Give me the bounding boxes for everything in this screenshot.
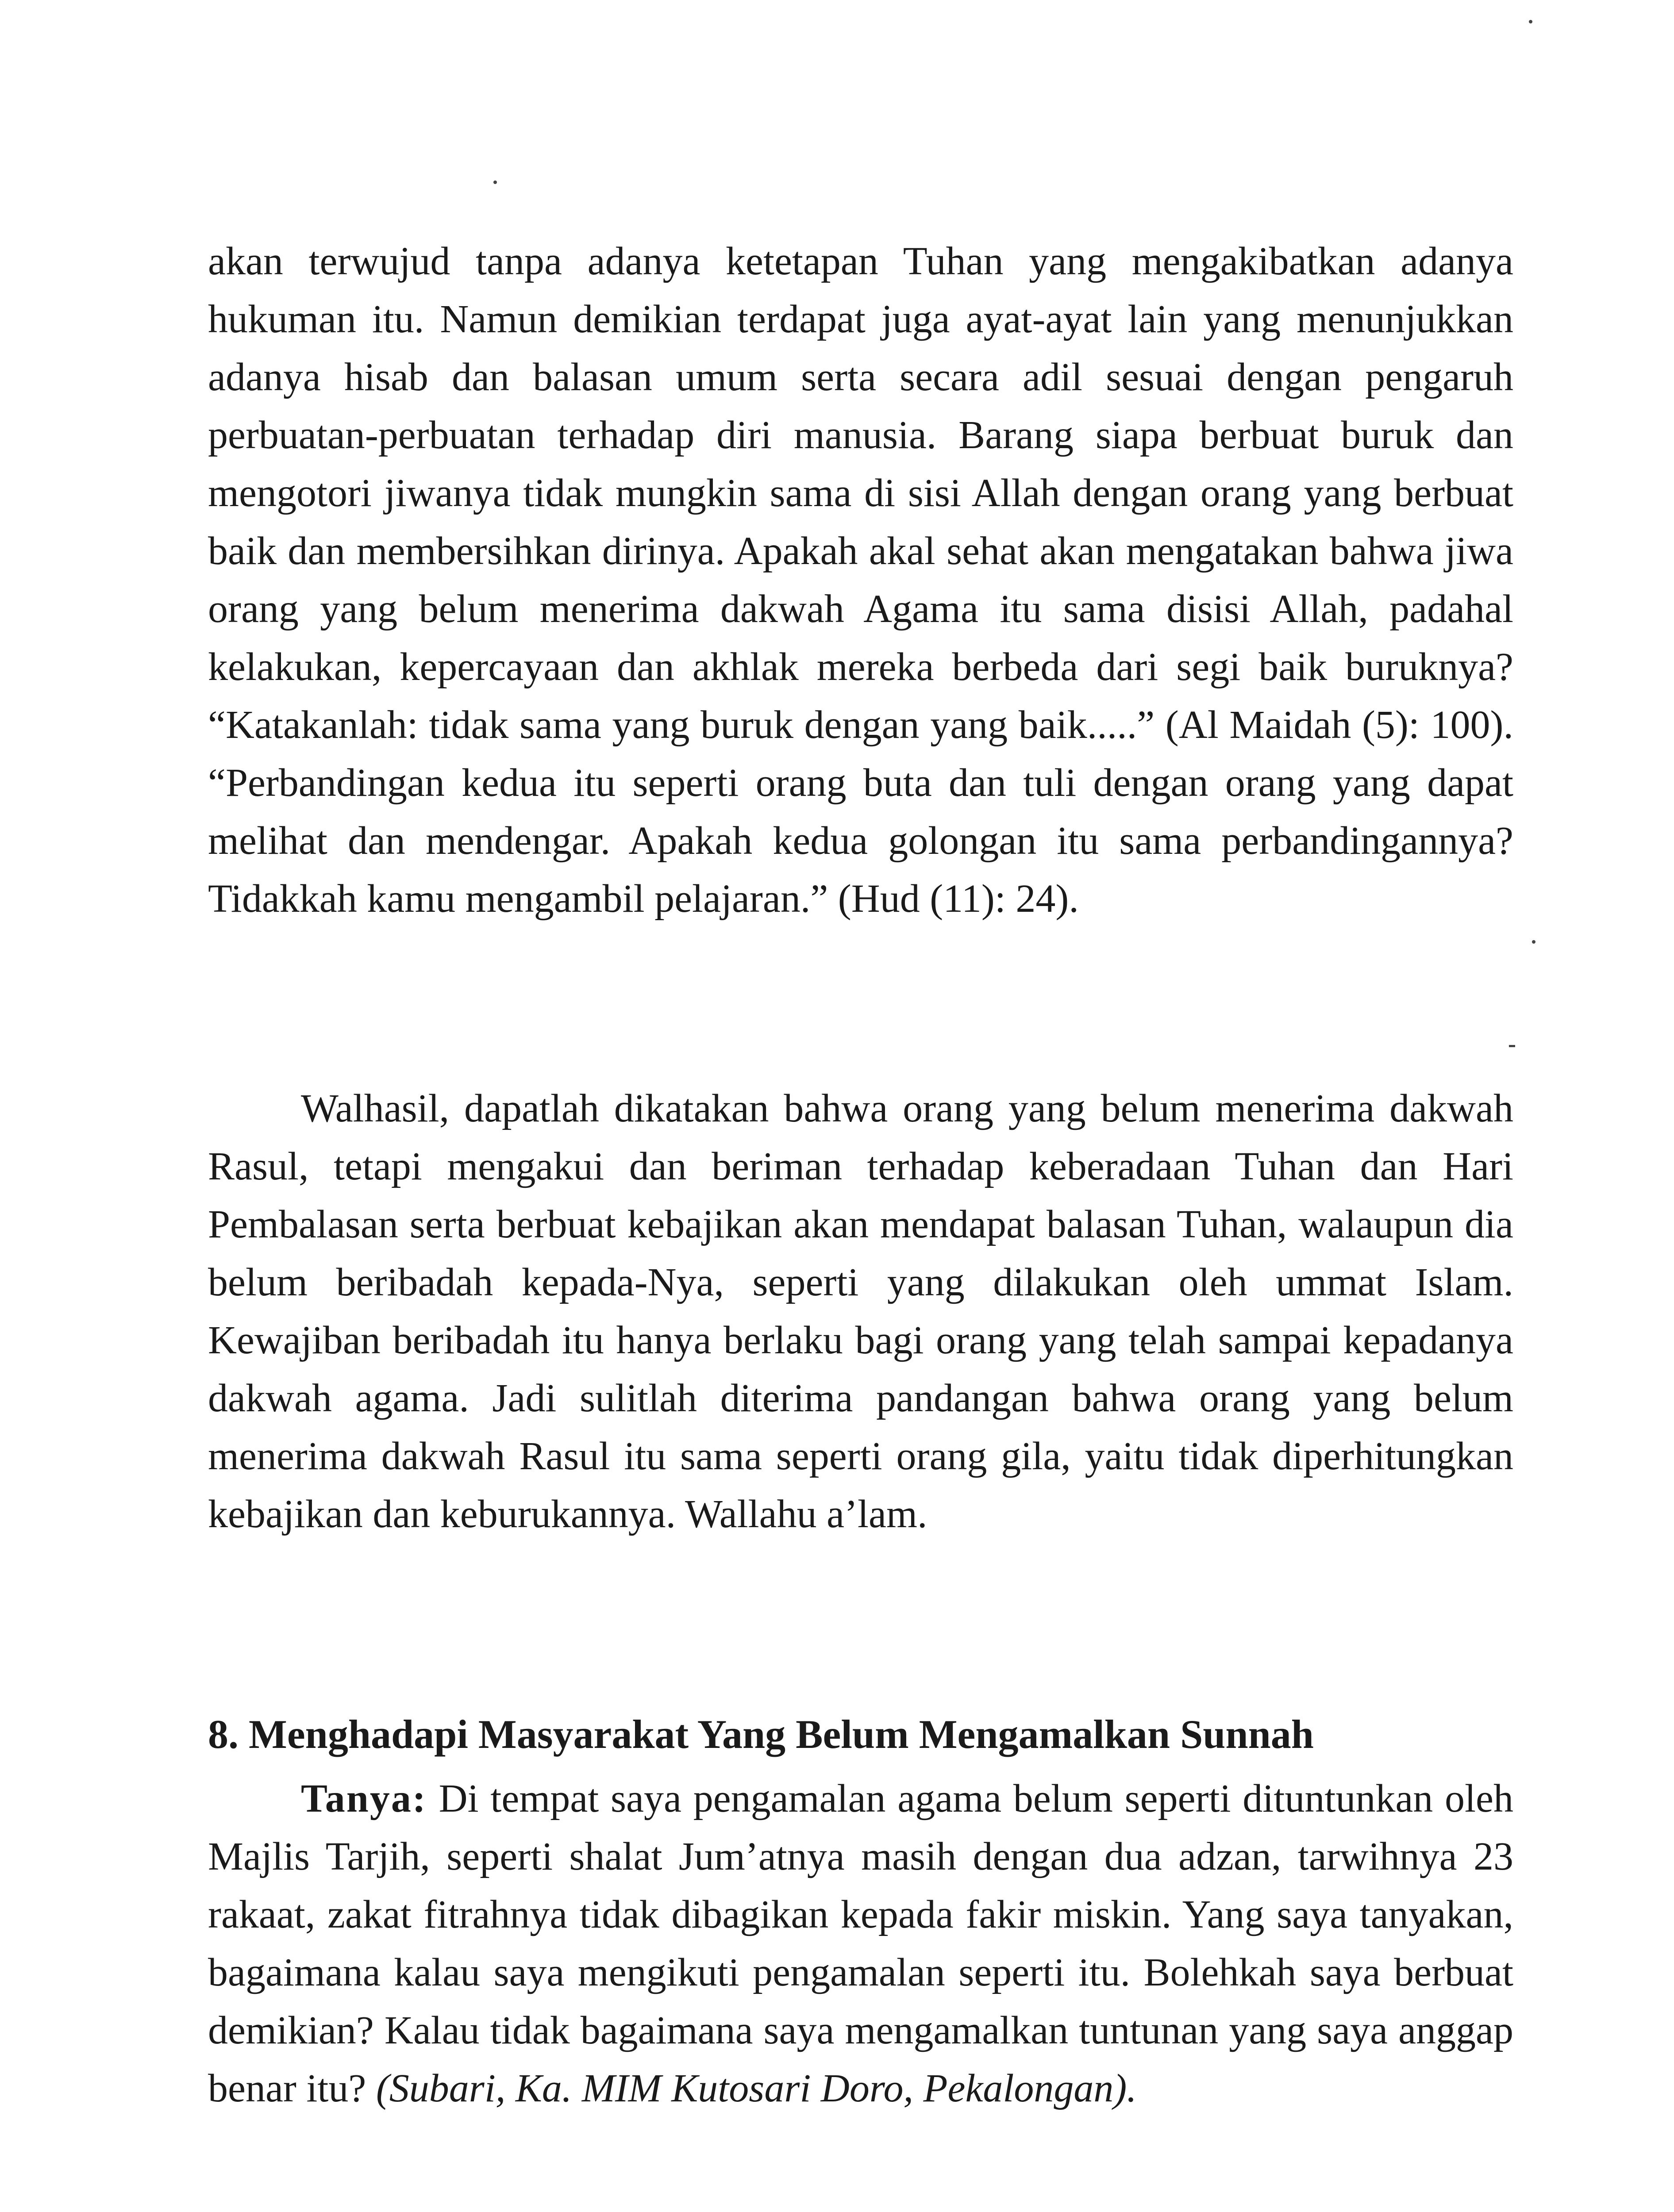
body-paragraph-1: akan terwujud tanpa adanya ketetapan Tuhan yang mengakibatkan adanya hukuman itu. Namun demikian terdapat juga ayat-ayat lain yang menunjukkan adanya hisab dan balasan umum serta secara adil sesuai dengan pengaruh perbuatan-perbuatan terhadap diri manusia. Barang siapa berbuat buruk dan mengotori jiwanya tidak mungkin sama di sisi Allah dengan orang yang berbuat baik dan membersihkan dirinya. Apakah akal sehat akan mengatakan bahwa jiwa orang yang belum menerima dakwah Agama itu sama disisi Allah, padahal kelakukan, kepercayaan dan akhlak mereka berbeda dari segi baik buruknya? “Katakanlah: tidak sama yang buruk dengan yang baik.....” (Al Maidah (5): 100). “Perbandingan kedua itu seperti orang buta dan tuli dengan orang yang dapat melihat dan mendengar. Apakah kedua golongan itu sama perbandingannya? Tidakkah kamu mengambil pelajaran.” (Hud (11): 24). bbox=[208, 239, 1513, 921]
scan-speck bbox=[1529, 20, 1532, 23]
question-label: Tanya: bbox=[301, 1777, 427, 1820]
body-paragraph-2: Walhasil, dapatlah dikatakan bahwa orang yang belum menerima dakwah Rasul, tetapi mengakui dan beriman terhadap keberadaan Tuhan dan Hari Pembalasan serta berbuat kebajikan akan mendapat balasan Tuhan, walaupun dia belum beribadah kepada-Nya, seperti yang dilakukan oleh ummat Islam. Kewajiban beribadah itu hanya berlaku bagi orang yang telah sampai kepadanya dakwah agama. Jadi sulitlah diterima pandangan bahwa orang yang belum menerima dakwah Rasul itu sama seperti orang gila, yaitu tidak diperhitungkan kebajikan dan keburukannya. Wallahu a’lam. bbox=[208, 1087, 1513, 1536]
scan-speck bbox=[1532, 940, 1535, 944]
question-citation: (Subari, Ka. MIM Kutosari Doro, Pekalongan). bbox=[376, 2066, 1137, 2110]
scan-speck bbox=[493, 180, 497, 184]
question-text: Di tempat saya pengamalan agama belum seperti dituntunkan oleh Majlis Tarjih, seperti shalat Jum’atnya masih dengan dua adzan, tarwihnya 23 rakaat, zakat fitrahnya tidak dibagikan kepada fakir miskin. Yang saya tanyakan, bagaimana kalau saya mengikuti pengamalan seperti itu. Bolehkah saya berbuat demikian? Kalau tidak bagaimana saya mengamalkan tuntunan yang saya anggap benar itu? bbox=[208, 1777, 1513, 2110]
scan-speck bbox=[1509, 1045, 1515, 1047]
section-heading: 8. Menghadapi Masyarakat Yang Belum Mengamalkan Sunnah bbox=[208, 1712, 1314, 1757]
question-paragraph bbox=[208, 1770, 1513, 2117]
